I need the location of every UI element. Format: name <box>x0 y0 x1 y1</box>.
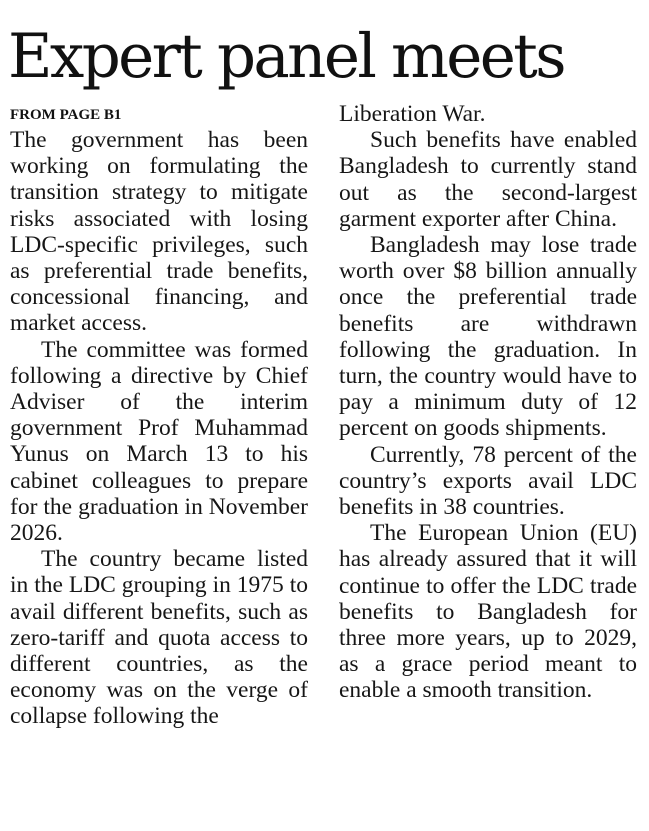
headline: Expert panel meets <box>8 21 564 92</box>
paragraph-transition-strategy: The government has been working on formulating the transition strategy to mitigate risks associated with losing LDC-specific privileges, such as preferential trade benefits, concessional financing, and market access. <box>10 127 308 337</box>
paragraph-liberation-war-continued: Liberation War. <box>339 101 486 127</box>
paragraph-eu-grace-period: The European Union (EU) has already assured that it will continue to offer the LDC trade benefits to Bangladesh for three more years, up to 2029, as a grace period meant to enable a smooth transition. <box>339 520 637 704</box>
paragraph-export-share: Currently, 78 percent of the country’s exports avail LDC benefits in 38 countries. <box>339 441 637 521</box>
left-column <box>10 127 308 730</box>
paragraph-committee-formed: The committee was formed following a directive by Chief Adviser of the interim government Prof Muhammad Yunus on March 13 to his cabinet colleagues to prepare for the graduation in November 2026. <box>10 336 308 547</box>
dateline: FROM PAGE B1 <box>10 107 122 123</box>
right-column <box>339 101 637 704</box>
paragraph-trade-loss: Bangladesh may lose trade worth over $8 billion annually once the preferential trade benefits are withdrawn following the graduation. In turn, the country would have to pay a minimum duty of 12 percent on goods shipments. <box>339 232 637 442</box>
paragraph-ldc-listing: The country became listed in the LDC grouping in 1975 to avail different benefits, such as zero-tariff and quota access to different countries, as the economy was on the verge of collapse following the <box>10 546 308 730</box>
paragraph-garment-exporter: Such benefits have enabled Bangladesh to currently stand out as the second-largest garment exporter after China. <box>339 127 637 232</box>
